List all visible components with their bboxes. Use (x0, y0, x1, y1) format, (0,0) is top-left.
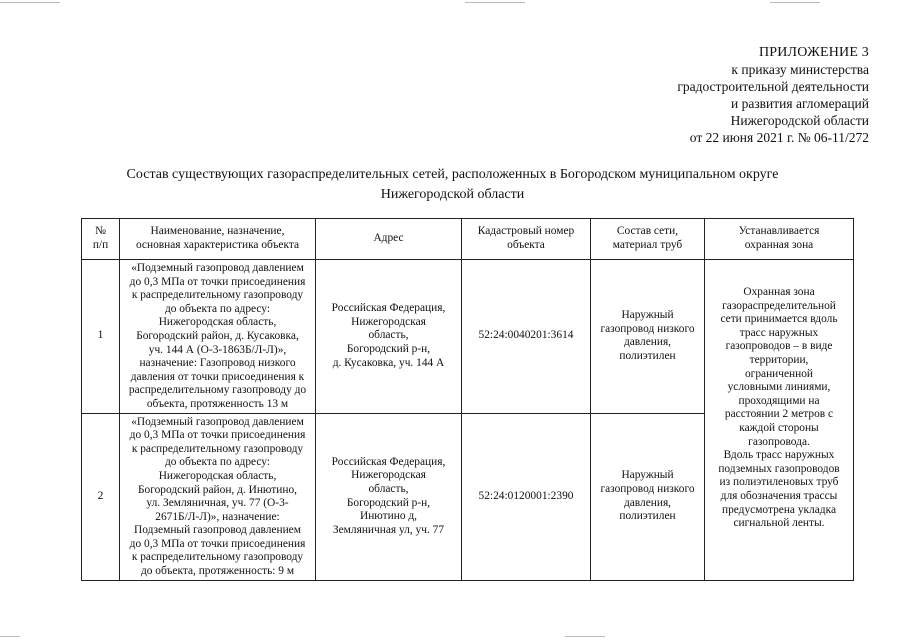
appendix-line: к приказу министерства (731, 62, 869, 77)
header-object: Наименование, назначение, основная характеристика объекта (120, 219, 316, 260)
row-network: Наружный газопровод низкого давления, полиэтилен (591, 413, 705, 580)
gas-network-table (81, 218, 854, 581)
header-num: № п/п (82, 219, 120, 260)
table-header-row (82, 219, 854, 260)
row-protection-zone: Охранная зона газораспределительной сети принимается вдоль трасс наружных газопроводов – в виде территории, ограниченной условными линиями, проходящими на расстоянии 2 метров с каждой стороны газопровода. Вдоль трасс наружных подземных газопроводов из полиэтиленовых труб для обозначения трассы предусмотрена укладка сигнальной ленты. (705, 260, 854, 581)
appendix-title: ПРИЛОЖЕНИЕ 3 (758, 45, 869, 60)
header-address: Адрес (316, 219, 462, 260)
scan-artifact-top-mid (465, 2, 525, 3)
document-title (0, 165, 905, 205)
document-title-line-1: Состав существующих газораспределительных сетей, расположенных в Богородском муниципальном округе (126, 167, 779, 182)
row-address: Российская Федерация, Нижегородская область, Богородский р-н, Инютино д, Земляничная ул, уч. 77 (316, 413, 462, 580)
row-network: Наружный газопровод низкого давления, полиэтилен (591, 260, 705, 414)
header-zone: Устанавливается охранная зона (705, 219, 854, 260)
row-object: «Подземный газопровод давлением до 0,3 МПа от точки присоединения к распределительному газопроводу до объекта по адресу: Нижегородская область, Богородский район, д. Инютино, ул. Земляничная, уч. 77 (О-3- 2671Б/Л-Л)», назначение: Подземный газопровод давлением до 0,3 МПа от точки присоединения к распределительному газопроводу до объекта, протяженность: 9 м (120, 413, 316, 580)
table-row (82, 260, 854, 414)
header-network: Состав сети, материал труб (591, 219, 705, 260)
scan-artifact-bottom-left (0, 636, 20, 637)
document-title-line-2: Нижегородской области (380, 187, 525, 202)
appendix-line: градостроительной деятельности (677, 79, 869, 94)
appendix-line: и развития агломераций (730, 96, 869, 111)
header-cadastral: Кадастровый номер объекта (462, 219, 591, 260)
row-num: 1 (82, 260, 120, 414)
scan-artifact-top-left (0, 2, 60, 3)
appendix-block (677, 44, 869, 146)
row-object: «Подземный газопровод давлением до 0,3 МПа от точки присоединения к распределительному газопроводу до объекта по адресу: Нижегородская область, Богородский район, д. Кусаковка, уч. 144 А (О-3-1863Б/Л-Л)», назначение: Газопровод низкого давления от точки присоединения к распределительному газопроводу до объекта, протяженность 13 м (120, 260, 316, 414)
row-cadastral: 52:24:0040201:3614 (462, 260, 591, 414)
appendix-line: Нижегородской области (730, 113, 869, 128)
scan-artifact-top-right (770, 2, 820, 3)
appendix-date-line: от 22 июня 2021 г. № 06-11/272 (689, 130, 869, 145)
row-address: Российская Федерация, Нижегородская область, Богородский р-н, д. Кусаковка, уч. 144 А (316, 260, 462, 414)
row-cadastral: 52:24:0120001:2390 (462, 413, 591, 580)
scan-artifact-bottom-right (565, 636, 605, 637)
row-num: 2 (82, 413, 120, 580)
